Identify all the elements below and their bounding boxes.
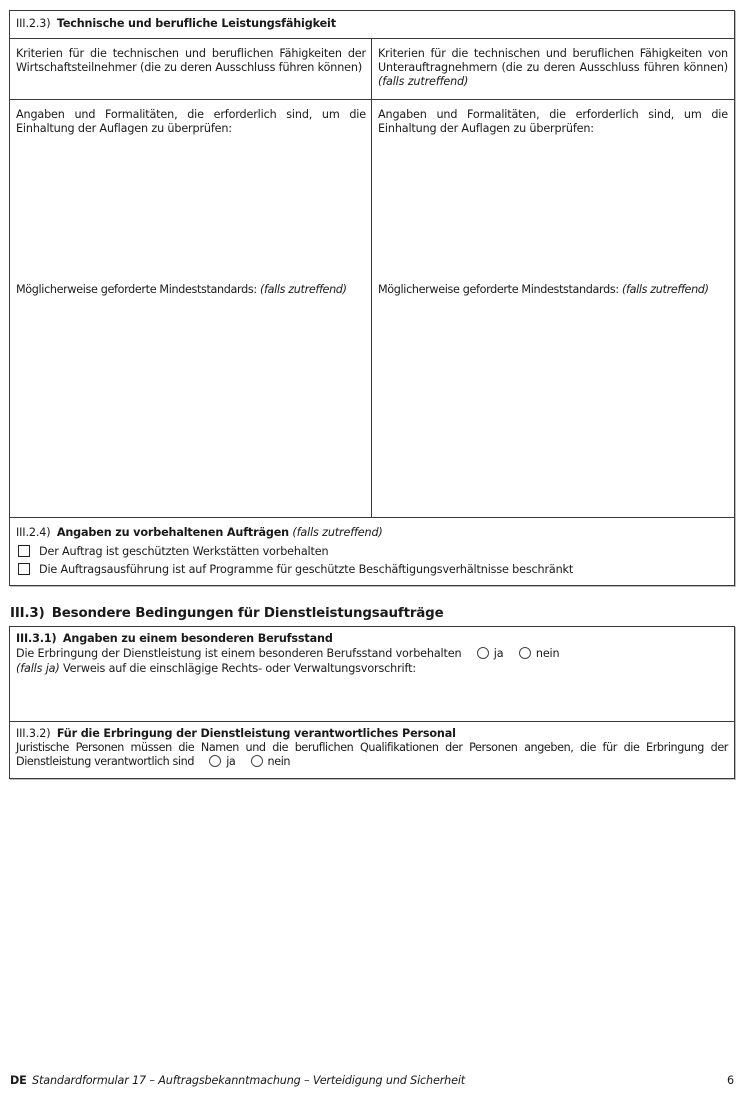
radio-button[interactable] xyxy=(209,755,221,767)
section-3-1-followup xyxy=(16,662,416,676)
left-criteria-text: Kriterien für die technischen und beruflichen Fähigkeiten der Wirtschaftsteilnehmer (die zu deren Ausschluss führen können) xyxy=(16,47,366,74)
divider xyxy=(10,517,734,518)
followup-text: Verweis auf die einschlägige Rechts- oder Verwaltungsvorschrift: xyxy=(63,662,416,675)
right-criteria xyxy=(378,47,728,89)
right-min-standards-note: (falls zutreffend) xyxy=(621,283,709,296)
yes-radio-option[interactable] xyxy=(209,755,235,768)
section-number: III.3) xyxy=(10,606,45,621)
section-number: III.3.1) xyxy=(16,632,57,645)
section-3-1-question xyxy=(16,647,559,661)
section-2-3-heading xyxy=(16,17,336,31)
right-criteria-text: Kriterien für die technischen und beruflichen Fähigkeiten von Unterauftragnehmern (die zu deren Ausschluss führen können) xyxy=(378,47,728,74)
left-criteria xyxy=(16,47,366,75)
section-2-4-heading xyxy=(16,526,383,540)
option-label: Der Auftrag ist geschützten Werkstätten vorbehalten xyxy=(39,545,329,558)
followup-prefix: (falls ja) xyxy=(16,662,60,675)
section-title: Für die Erbringung der Dienstleistung verantwortliches Personal xyxy=(56,727,456,740)
page-number: 6 xyxy=(727,1074,734,1087)
radio-button[interactable] xyxy=(477,647,489,659)
yes-label: ja xyxy=(493,647,504,660)
reserved-option-workshops[interactable] xyxy=(18,545,328,559)
section-3-2-question xyxy=(16,741,728,769)
page-footer xyxy=(10,1074,465,1088)
section-title: Angaben zu vorbehaltenen Aufträgen xyxy=(56,526,289,539)
left-info-text: Angaben und Formalitäten, die erforderlich sind, um die Einhaltung der Auflagen zu überprüfen: xyxy=(16,108,366,135)
yes-radio-option[interactable] xyxy=(477,647,504,660)
divider xyxy=(10,99,734,100)
option-label: Die Auftragsausführung ist auf Programme für geschützte Beschäftigungsverhältnisse beschränkt xyxy=(39,563,574,576)
question-text: Juristische Personen müssen die Namen und die beruflichen Qualifikationen der Personen angeben, die für die Erbringung der Dienstleistung verantwortlich sind xyxy=(16,741,728,768)
right-info-text: Angaben und Formalitäten, die erforderlich sind, um die Einhaltung der Auflagen zu überprüfen: xyxy=(378,108,728,135)
section-title: Besondere Bedingungen für Dienstleistungsaufträge xyxy=(51,606,444,621)
checkbox[interactable] xyxy=(18,545,30,557)
divider xyxy=(10,38,734,39)
right-min-standards xyxy=(378,283,730,297)
footer-title: Standardformular 17 – Auftragsbekanntmachung – Verteidigung und Sicherheit xyxy=(32,1074,466,1087)
section-3-1-heading xyxy=(16,632,333,646)
right-criteria-note: (falls zutreffend) xyxy=(378,75,469,88)
section-3-2-heading xyxy=(16,727,456,741)
reserved-option-programmes[interactable] xyxy=(18,563,573,577)
checkbox[interactable] xyxy=(18,563,30,575)
section-number: III.3.2) xyxy=(16,727,51,740)
section-number: III.2.3) xyxy=(16,17,51,30)
no-radio-option[interactable] xyxy=(251,755,291,768)
left-min-standards xyxy=(16,283,368,297)
section-note: (falls zutreffend) xyxy=(292,526,383,539)
column-divider xyxy=(371,38,372,517)
section-title: Angaben zu einem besonderen Berufsstand xyxy=(62,632,333,645)
radio-button[interactable] xyxy=(519,647,531,659)
right-min-standards-label: Möglicherweise geforderte Mindeststandards: xyxy=(378,283,619,296)
no-label: nein xyxy=(535,647,560,660)
left-min-standards-label: Möglicherweise geforderte Mindeststandards: xyxy=(16,283,257,296)
section-3-heading xyxy=(10,605,444,622)
radio-button[interactable] xyxy=(251,755,263,767)
right-info xyxy=(378,108,728,136)
left-info xyxy=(16,108,366,136)
section-2-3-box xyxy=(9,10,735,586)
no-radio-option[interactable] xyxy=(519,647,560,660)
no-label: nein xyxy=(267,755,291,768)
divider xyxy=(10,721,734,722)
section-number: III.2.4) xyxy=(16,526,51,539)
left-min-standards-note: (falls zutreffend) xyxy=(259,283,347,296)
section-title: Technische und berufliche Leistungsfähigkeit xyxy=(56,17,336,30)
footer-language: DE xyxy=(10,1074,27,1087)
yes-label: ja xyxy=(226,755,236,768)
question-text: Die Erbringung der Dienstleistung ist einem besonderen Berufsstand vorbehalten xyxy=(16,647,462,660)
